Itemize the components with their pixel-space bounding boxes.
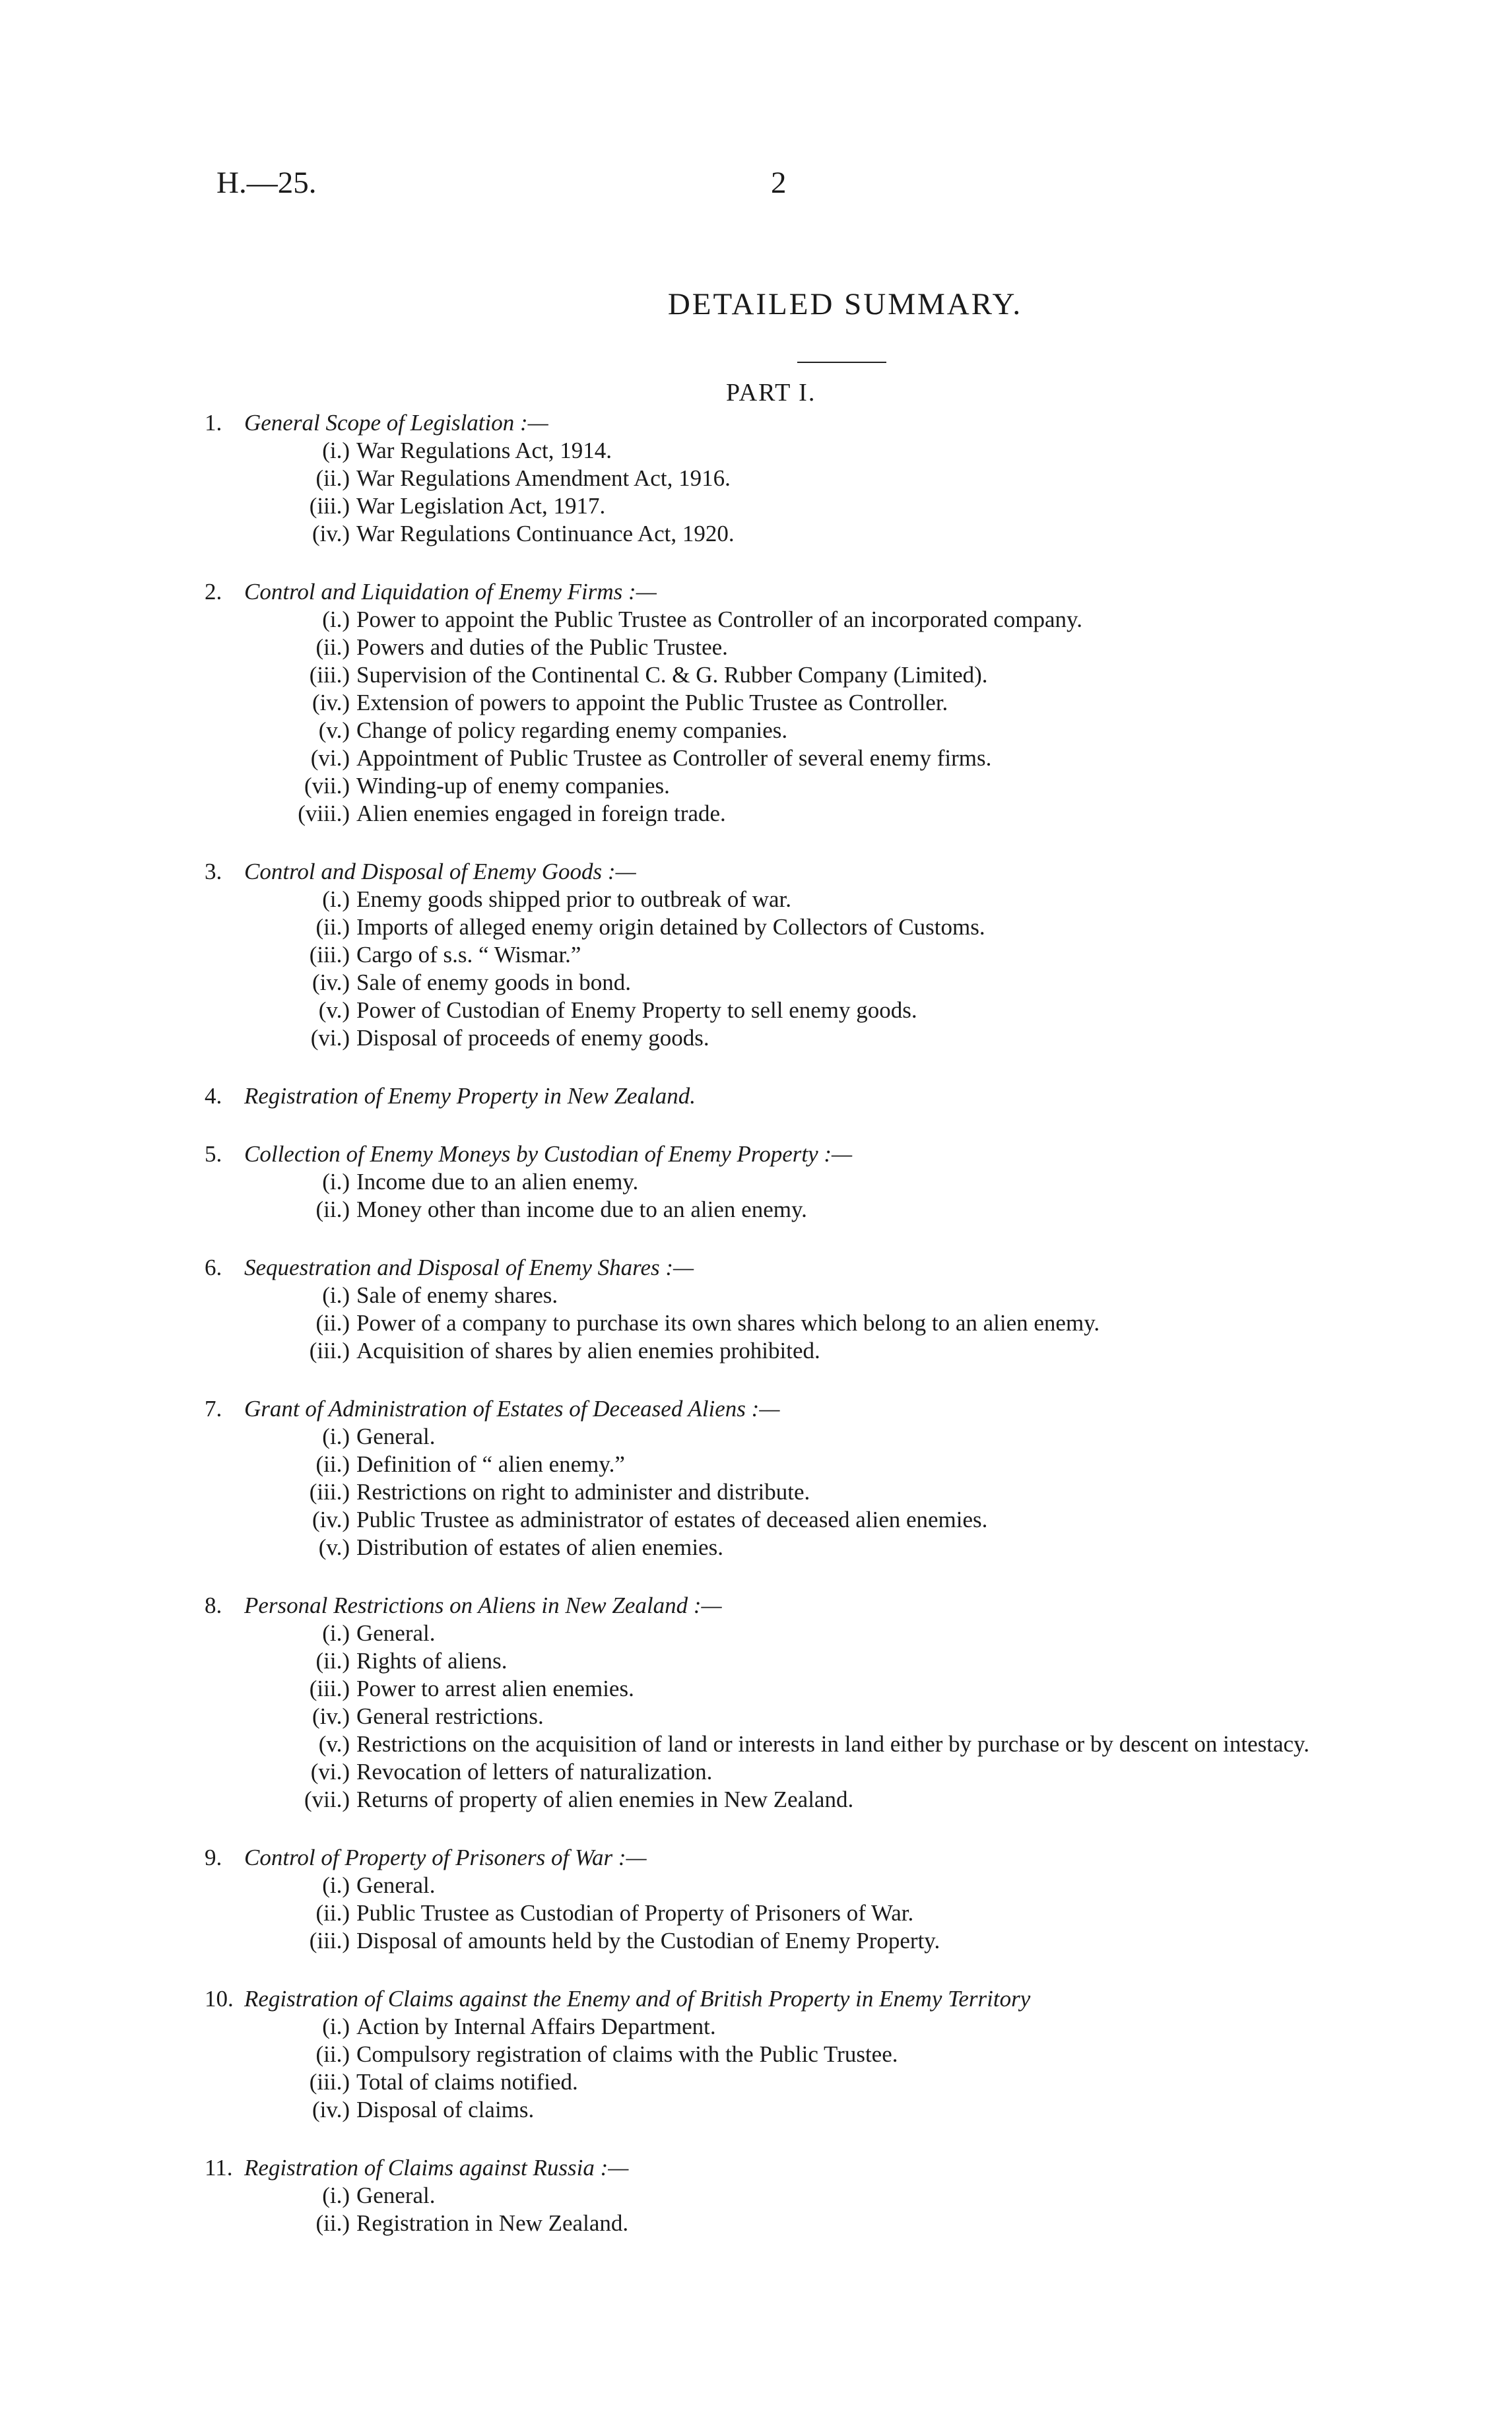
section-heading: [205, 1592, 1412, 1620]
item-number: (ii.): [315, 914, 350, 940]
item-number: (iii.): [309, 662, 350, 688]
summary-body: [205, 409, 1412, 2268]
page-number: 2: [771, 166, 787, 200]
section-heading: [205, 858, 1412, 886]
item-text: Definition of “ alien enemy.”: [356, 1451, 625, 1477]
section-title: Grant of Administration of Estates of Deceased Aliens :—: [244, 1396, 780, 1422]
item-number: (i.): [322, 2014, 350, 2039]
item-text: Acquisition of shares by alien enemies prohibited.: [356, 1338, 820, 1364]
list-item: [205, 1647, 1412, 1675]
section-title: Control and Liquidation of Enemy Firms :—: [244, 579, 657, 605]
item-number: (viii.): [298, 801, 350, 826]
item-text: Total of claims notified.: [356, 2069, 578, 2095]
list-item: [205, 717, 1412, 744]
item-number: (iv.): [312, 2097, 350, 2122]
item-text: Sale of enemy goods in bond.: [356, 970, 632, 995]
list-item: [205, 1675, 1412, 1703]
section-number: 10.: [205, 1986, 234, 2012]
summary-section: [205, 409, 1412, 548]
item-number: (ii.): [315, 634, 350, 660]
item-number: (ii.): [315, 2210, 350, 2236]
section-title: General Scope of Legislation :—: [244, 410, 548, 436]
section-number: 4.: [205, 1083, 222, 1109]
item-text: General restrictions.: [356, 1703, 544, 1729]
list-item: [205, 1337, 1412, 1365]
section-title: Sequestration and Disposal of Enemy Shares :—: [244, 1255, 694, 1280]
summary-section: [205, 1395, 1412, 1561]
item-text: War Regulations Amendment Act, 1916.: [356, 465, 731, 491]
item-text: Cargo of s.s. “ Wismar.”: [356, 942, 581, 968]
item-text: Public Trustee as Custodian of Property of Prisoners of War.: [356, 1900, 914, 1926]
section-number: 7.: [205, 1396, 222, 1422]
list-item: [205, 744, 1412, 772]
summary-section: [205, 2154, 1412, 2237]
item-text: Action by Internal Affairs Department.: [356, 2014, 716, 2039]
item-number: (v.): [318, 1731, 350, 1757]
item-text: Appointment of Public Trustee as Controller of several enemy firms.: [356, 745, 992, 771]
item-text: General.: [356, 1424, 436, 1449]
summary-section: [205, 1844, 1412, 1955]
item-number: (vii.): [304, 1787, 350, 1812]
item-number: (i.): [322, 1424, 350, 1449]
list-item: [205, 1168, 1412, 1196]
list-item: [205, 606, 1412, 634]
item-number: (v.): [318, 717, 350, 743]
item-text: Sale of enemy shares.: [356, 1282, 558, 1308]
section-heading: [205, 409, 1412, 437]
section-heading: [205, 1082, 1412, 1110]
section-title: Personal Restrictions on Aliens in New Zealand :—: [244, 1593, 722, 1618]
item-text: Power of Custodian of Enemy Property to sell enemy goods.: [356, 997, 917, 1023]
item-number: (ii.): [315, 2041, 350, 2067]
item-number: (i.): [322, 607, 350, 632]
list-item: [205, 772, 1412, 800]
item-text: Power of a company to purchase its own shares which belong to an alien enemy.: [356, 1310, 1100, 1336]
item-text: Power to arrest alien enemies.: [356, 1676, 634, 1701]
list-item: [205, 689, 1412, 717]
item-number: (v.): [318, 1534, 350, 1560]
section-number: 11.: [205, 2155, 233, 2181]
list-item: [205, 1423, 1412, 1451]
section-number: 6.: [205, 1255, 222, 1280]
list-item: [205, 1309, 1412, 1337]
item-number: (vi.): [310, 745, 350, 771]
summary-section: [205, 1140, 1412, 1224]
item-number: (iv.): [312, 1507, 350, 1532]
list-item: [205, 1024, 1412, 1052]
item-text: General.: [356, 2183, 436, 2208]
item-number: (iii.): [309, 1338, 350, 1364]
item-text: Winding-up of enemy companies.: [356, 773, 670, 799]
list-item: [205, 1703, 1412, 1730]
item-text: Distribution of estates of alien enemies.: [356, 1534, 723, 1560]
item-number: (iv.): [312, 690, 350, 715]
item-number: (ii.): [315, 1310, 350, 1336]
item-number: (v.): [318, 997, 350, 1023]
list-item: [205, 1534, 1412, 1561]
item-text: General.: [356, 1872, 436, 1898]
item-text: War Regulations Continuance Act, 1920.: [356, 521, 735, 546]
list-item: [205, 1872, 1412, 1899]
list-item: [205, 1786, 1412, 1814]
section-number: 2.: [205, 579, 222, 605]
list-item: [205, 1758, 1412, 1786]
item-text: Alien enemies engaged in foreign trade.: [356, 801, 726, 826]
document-reference: H.—25.: [216, 166, 317, 200]
item-text: Compulsory registration of claims with the Public Trustee.: [356, 2041, 898, 2067]
item-text: Supervision of the Continental C. & G. Rubber Company (Limited).: [356, 662, 988, 688]
item-number: (ii.): [315, 1648, 350, 1674]
item-text: Restrictions on right to administer and distribute.: [356, 1479, 810, 1505]
item-number: (vii.): [304, 773, 350, 799]
item-number: (ii.): [315, 465, 350, 491]
list-item: [205, 634, 1412, 661]
section-number: 8.: [205, 1593, 222, 1618]
list-item: [205, 997, 1412, 1024]
item-number: (iv.): [312, 521, 350, 546]
section-title: Registration of Claims against Russia :—: [244, 2155, 629, 2181]
list-item: [205, 1899, 1412, 1927]
item-number: (iii.): [309, 1676, 350, 1701]
list-item: [205, 1282, 1412, 1309]
item-text: Returns of property of alien enemies in New Zealand.: [356, 1787, 854, 1812]
list-item: [205, 800, 1412, 828]
section-title: Collection of Enemy Moneys by Custodian of Enemy Property :—: [244, 1141, 853, 1167]
section-heading: [205, 1985, 1412, 2013]
item-number: (iii.): [309, 1479, 350, 1505]
item-number: (i.): [322, 886, 350, 912]
list-item: [205, 886, 1412, 913]
item-number: (iv.): [312, 1703, 350, 1729]
item-number: (iv.): [312, 970, 350, 995]
section-title: Control of Property of Prisoners of War :—: [244, 1845, 647, 1870]
item-number: (i.): [322, 1872, 350, 1898]
item-number: (vi.): [310, 1025, 350, 1051]
section-number: 5.: [205, 1141, 222, 1167]
list-item: [205, 1478, 1412, 1506]
item-number: (iii.): [309, 1928, 350, 1954]
item-number: (iii.): [309, 493, 350, 519]
section-heading: [205, 2154, 1412, 2182]
summary-section: [205, 1254, 1412, 1365]
list-item: [205, 492, 1412, 520]
item-number: (iii.): [309, 942, 350, 968]
part-label: PART I.: [726, 379, 816, 407]
section-number: 9.: [205, 1845, 222, 1870]
summary-section: [205, 1082, 1412, 1110]
item-text: Imports of alleged enemy origin detained by Collectors of Customs.: [356, 914, 985, 940]
section-heading: [205, 1844, 1412, 1872]
list-item: [205, 1196, 1412, 1224]
item-text: War Regulations Act, 1914.: [356, 438, 612, 463]
item-number: (ii.): [315, 1451, 350, 1477]
list-item: [205, 913, 1412, 941]
page-title: DETAILED SUMMARY.: [667, 287, 1023, 321]
item-number: (iii.): [309, 2069, 350, 2095]
section-title: Registration of Enemy Property in New Zealand.: [244, 1083, 696, 1109]
item-text: General.: [356, 1620, 436, 1646]
summary-section: [205, 1592, 1412, 1814]
list-item: [205, 437, 1412, 465]
list-item: [205, 2068, 1412, 2096]
list-item: [205, 2096, 1412, 2124]
item-text: Disposal of proceeds of enemy goods.: [356, 1025, 709, 1051]
item-text: Income due to an alien enemy.: [356, 1169, 639, 1195]
section-heading: [205, 1254, 1412, 1282]
section-title: Control and Disposal of Enemy Goods :—: [244, 859, 636, 884]
section-number: 1.: [205, 410, 222, 436]
list-item: [205, 941, 1412, 969]
item-text: Change of policy regarding enemy companies.: [356, 717, 788, 743]
list-item: [205, 2210, 1412, 2237]
item-text: War Legislation Act, 1917.: [356, 493, 606, 519]
list-item: [205, 1927, 1412, 1955]
list-item: [205, 661, 1412, 689]
item-text: Money other than income due to an alien enemy.: [356, 1197, 807, 1222]
section-heading: [205, 1395, 1412, 1423]
summary-section: [205, 1985, 1412, 2124]
item-text: Power to appoint the Public Trustee as Controller of an incorporated company.: [356, 607, 1083, 632]
title-rule: [797, 362, 886, 363]
item-number: (i.): [322, 438, 350, 463]
item-text: Enemy goods shipped prior to outbreak of war.: [356, 886, 792, 912]
item-text: Powers and duties of the Public Trustee.: [356, 634, 728, 660]
item-number: (i.): [322, 1620, 350, 1646]
item-number: (ii.): [315, 1197, 350, 1222]
summary-section: [205, 858, 1412, 1052]
list-item: [205, 1730, 1412, 1758]
list-item: [205, 2041, 1412, 2068]
item-text: Disposal of claims.: [356, 2097, 535, 2122]
item-number: (i.): [322, 1282, 350, 1308]
item-text: Disposal of amounts held by the Custodian of Enemy Property.: [356, 1928, 940, 1954]
item-text: Revocation of letters of naturalization.: [356, 1759, 713, 1785]
item-text: Public Trustee as administrator of estates of deceased alien enemies.: [356, 1507, 988, 1532]
list-item: [205, 1451, 1412, 1478]
list-item: [205, 969, 1412, 997]
list-item: [205, 1620, 1412, 1647]
section-title: Registration of Claims against the Enemy and of British Property in Enemy Territory: [244, 1986, 1031, 2012]
section-number: 3.: [205, 859, 222, 884]
list-item: [205, 1506, 1412, 1534]
item-number: (i.): [322, 2183, 350, 2208]
summary-section: [205, 578, 1412, 828]
item-text: Rights of aliens.: [356, 1648, 508, 1674]
item-text: Registration in New Zealand.: [356, 2210, 629, 2236]
section-heading: [205, 578, 1412, 606]
list-item: [205, 465, 1412, 492]
list-item: [205, 2013, 1412, 2041]
item-text: Restrictions on the acquisition of land or interests in land either by purchase or by descent on intestacy.: [356, 1731, 1310, 1757]
item-text: Extension of powers to appoint the Public Trustee as Controller.: [356, 690, 948, 715]
section-heading: [205, 1140, 1412, 1168]
item-number: (vi.): [310, 1759, 350, 1785]
list-item: [205, 520, 1412, 548]
item-number: (i.): [322, 1169, 350, 1195]
list-item: [205, 2182, 1412, 2210]
item-number: (ii.): [315, 1900, 350, 1926]
